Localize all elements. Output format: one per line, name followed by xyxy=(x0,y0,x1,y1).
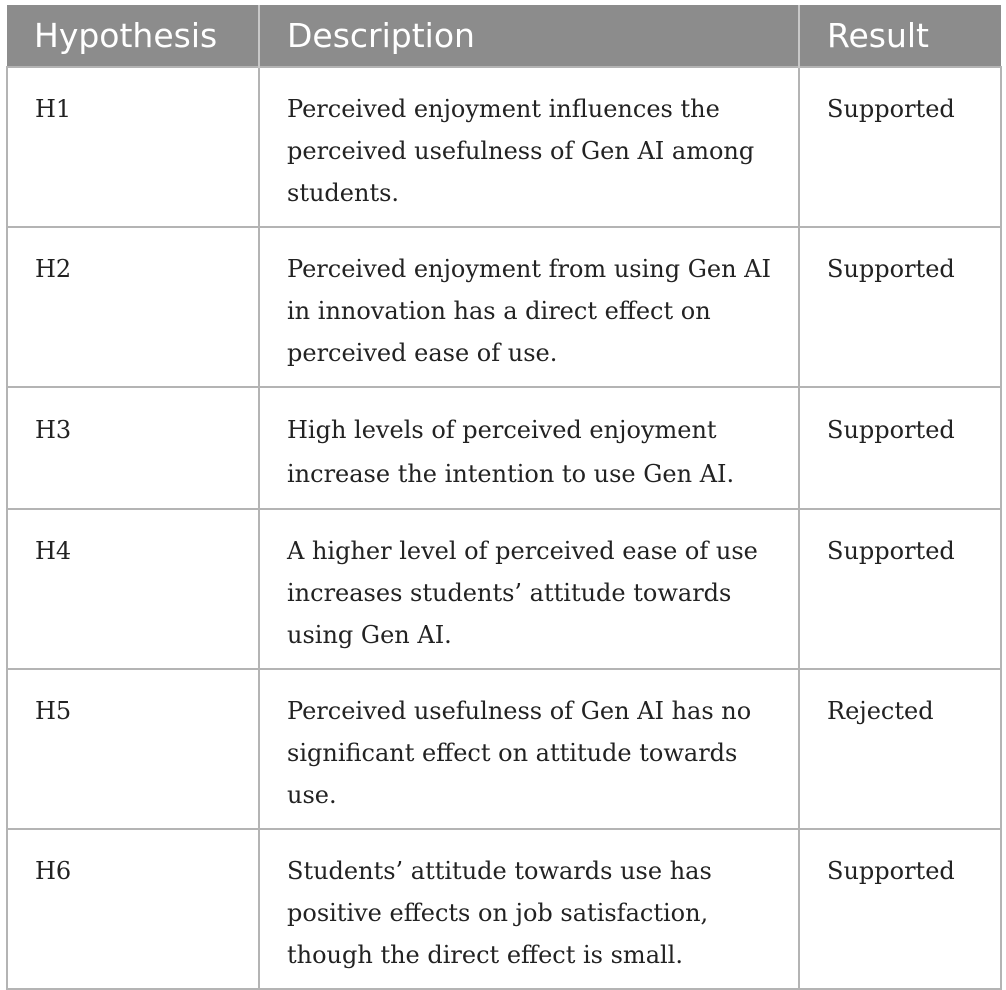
table-row xyxy=(7,227,1001,387)
hypothesis-description: Perceived usefulness of Gen AI has no significant effect on attitude towards use. xyxy=(259,669,799,829)
hypothesis-description: Students’ attitude towards use has positive effects on job satisfaction, though the direct effect is small. xyxy=(259,829,799,989)
hypothesis-result: Supported xyxy=(799,509,1001,669)
table-row xyxy=(7,829,1001,989)
hypothesis-description: Perceived enjoyment influences the perceived usefulness of Gen AI among students. xyxy=(259,67,799,227)
hypothesis-description: A higher level of perceived ease of use increases students’ attitude towards using Gen AI. xyxy=(259,509,799,669)
hypothesis-description: High levels of perceived enjoyment increase the intention to use Gen AI. xyxy=(259,387,799,509)
hypothesis-id: H6 xyxy=(7,829,259,989)
hypothesis-result: Supported xyxy=(799,67,1001,227)
hypothesis-result: Supported xyxy=(799,387,1001,509)
table-row xyxy=(7,67,1001,227)
hypothesis-id: H3 xyxy=(7,387,259,509)
table-row xyxy=(7,669,1001,829)
hypothesis-id: H5 xyxy=(7,669,259,829)
header-description: Description xyxy=(259,5,799,67)
hypothesis-table xyxy=(6,5,1002,990)
hypothesis-result: Supported xyxy=(799,227,1001,387)
table-body xyxy=(7,67,1001,989)
table-row xyxy=(7,387,1001,509)
hypothesis-result: Rejected xyxy=(799,669,1001,829)
hypothesis-id: H1 xyxy=(7,67,259,227)
header-hypothesis: Hypothesis xyxy=(7,5,259,67)
table-header xyxy=(7,5,1001,67)
hypothesis-result: Supported xyxy=(799,829,1001,989)
hypothesis-id: H2 xyxy=(7,227,259,387)
table-row xyxy=(7,509,1001,669)
hypothesis-id: H4 xyxy=(7,509,259,669)
header-result: Result xyxy=(799,5,1001,67)
header-row xyxy=(7,5,1001,67)
hypothesis-description: Perceived enjoyment from using Gen AI in innovation has a direct effect on perceived ease of use. xyxy=(259,227,799,387)
